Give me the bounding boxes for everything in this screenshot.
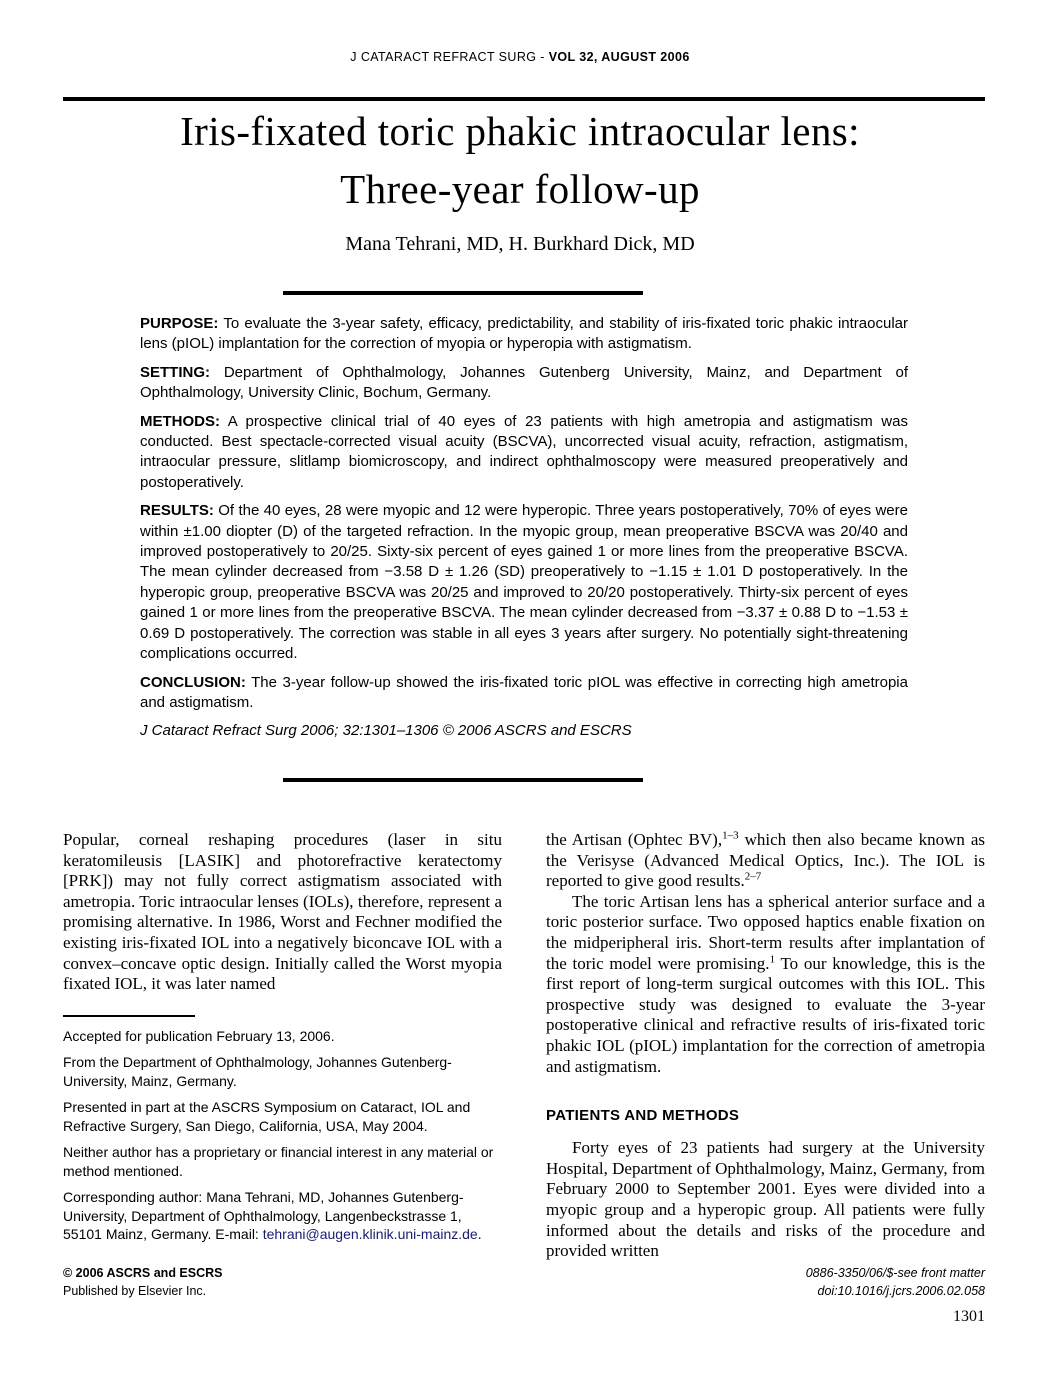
abstract-setting xyxy=(140,363,908,404)
footer xyxy=(63,1264,985,1300)
footnote-accepted: Accepted for publication February 13, 2006. xyxy=(63,1027,335,1044)
footnote-rule xyxy=(63,1015,195,1017)
abstract-results xyxy=(140,501,908,664)
conclusion-text: The 3-year follow-up showed the iris-fixated toric pIOL was effective in correcting high ametropia and astigmatism. xyxy=(140,673,908,711)
setting-label: SETTING: xyxy=(140,363,210,381)
email-link[interactable]: tehrani@augen.klinik.uni-mainz.de xyxy=(262,1226,478,1243)
patients-methods-heading: PATIENTS AND METHODS xyxy=(546,1107,740,1125)
purpose-label: PURPOSE: xyxy=(140,315,219,332)
results-label: RESULTS: xyxy=(140,502,214,520)
left-column xyxy=(63,830,502,1262)
abstract-bottom-rule xyxy=(283,778,643,782)
toric-text-2: To our knowledge, this is the first report of long-term surgical outcomes with this IOL. This prospective study was designed to evaluate the 3-year postoperative clinical and refractive results of iris-fixated toric phakic IOL (pIOL) implantation for the correction of ametropia and astigmatism. xyxy=(546,953,986,1076)
abstract-top-rule xyxy=(283,291,643,295)
volume-issue: VOL 32, AUGUST 2006 xyxy=(548,50,690,64)
setting-text: Department of Ophthalmology, Johannes Gutenberg University, Mainz, and Department of Ophthalmology, University Clinic, Bochum, Germany. xyxy=(140,363,908,402)
right-column xyxy=(546,830,985,1262)
footnote-corresponding xyxy=(63,1188,502,1244)
abstract-methods xyxy=(140,412,908,494)
footer-issn: 0886-3350/06/$-see front matter xyxy=(805,1266,985,1280)
artisan-text-1: the Artisan (Ophtec BV), xyxy=(546,830,723,849)
artisan-paragraph xyxy=(546,830,985,892)
footer-copyright: © 2006 ASCRS and ESCRS xyxy=(63,1266,223,1280)
methods-text: A prospective clinical trial of 40 eyes of 23 patients with high ametropia and astigmatism was conducted. Best spectacle-corrected visual acuity (BSCVA), uncorrected visual acuity, refraction, astigmatism, intraocular pressure, slitlamp biomicroscopy, and indirect ophthalmoscopy were measured preoperatively and postoperatively. xyxy=(140,412,908,491)
reference-superscript: 2–7 xyxy=(744,870,762,883)
footer-left xyxy=(63,1264,223,1300)
footer-publisher: Published by Elsevier Inc. xyxy=(63,1284,207,1298)
footer-doi: doi:10.1016/j.jcrs.2006.02.058 xyxy=(817,1284,985,1298)
toric-text-1: The toric Artisan lens has a spherical anterior surface and a toric posterior surface. Two opposed haptics enable fixation on the midperipheral iris. Short-term results after implantation of the toric model were promising. xyxy=(546,891,985,973)
abstract xyxy=(140,314,908,750)
artisan-text-2: which then also became known as the Verisyse (Advanced Medical Optics, Inc.). The IOL is reported to give good results. xyxy=(546,830,985,891)
abstract-conclusion xyxy=(140,673,908,714)
patients-methods-paragraph: Forty eyes of 23 patients had surgery at the University Hospital, Department of Ophthalmology, Mainz, Germany, from February 2000 to September 2001. Eyes were divided into a myopic group and a hyperopic group. All patients were fully informed about the details and risks of the procedure and provided written xyxy=(546,1138,985,1261)
footnote-disclosure: Neither author has a proprietary or financial interest in any material or method mentioned. xyxy=(63,1144,494,1179)
reference-superscript: 1 xyxy=(769,952,776,965)
corresponding-author-text: Corresponding author: Mana Tehrani, MD, Johannes Gutenberg-University, Department of Ophthalmology, Langenbeckstrasse 1, 55101 Mainz, Germany. E-mail: xyxy=(63,1189,464,1243)
footnote-block xyxy=(63,1015,502,1244)
article-title-line2: Three-year follow-up xyxy=(340,166,700,212)
reference-superscript: 1–3 xyxy=(722,829,739,842)
running-head xyxy=(0,50,1040,64)
header-rule xyxy=(63,97,985,101)
footnote-affiliation: From the Department of Ophthalmology, Johannes Gutenberg-University, Mainz, Germany. xyxy=(63,1054,452,1089)
footer-right xyxy=(806,1264,985,1300)
body-columns xyxy=(63,830,985,1262)
article-title-line1: Iris-fixated toric phakic intraocular lens: xyxy=(180,108,860,154)
conclusion-label: CONCLUSION: xyxy=(140,673,246,691)
purpose-text: To evaluate the 3-year safety, efficacy, predictability, and stability of iris-fixated toric phakic intraocular lens (pIOL) implantation for the correction of myopia or hyperopia with astigmatism. xyxy=(140,315,908,353)
abstract-purpose xyxy=(140,314,908,355)
footnote-presented: Presented in part at the ASCRS Symposium on Cataract, IOL and Refractive Surgery, San Diego, California, USA, May 2004. xyxy=(63,1099,471,1134)
methods-label: METHODS: xyxy=(140,412,220,430)
article-title xyxy=(0,102,1040,218)
page-number: 1301 xyxy=(953,1308,985,1325)
results-text: Of the 40 eyes, 28 were myopic and 12 were hyperopic. Three years postoperatively, 70% of eyes were within ±1.00 diopter (D) of the targeted refraction. In the myopic group, mean preoperative BSCVA was 20/40 and improved postoperatively to 20/25. Sixty-six percent of eyes gained 1 or more lines from the preoperative BSCVA. The mean cylinder decreased from −3.58 D ± 1.26 (SD) preoperatively to −1.15 ± 1.01 D postoperatively. In the hyperopic group, preoperative BSCVA was 20/25 and improved to 20/20 postoperatively. Thirty-six percent of eyes gained 1 or more lines from the preoperative BSCVA. The mean cylinder decreased from −3.37 ± 0.88 D to −1.53 ± 0.69 D postoperatively. The correction was stable in all eyes 3 years after surgery. No potentially sight-threatening complications occurred. xyxy=(140,502,908,663)
journal-name: J CATARACT REFRACT SURG - xyxy=(350,50,549,64)
corresponding-author-suffix: . xyxy=(477,1226,482,1243)
intro-paragraph: Popular, corneal reshaping procedures (laser in situ keratomileusis [LASIK] and photorefractive keratectomy [PRK]) may not fully correct astigmatism associated with ametropia. Toric intraocular lenses (IOLs), therefore, represent a promising alternative. In 1986, Worst and Fechner modified the existing iris-fixated IOL into a negatively biconcave IOL with a convex–concave optic design. Initially called the Worst myopia fixated IOL, it was later named xyxy=(63,830,502,994)
authors-line: Mana Tehrani, MD, H. Burkhard Dick, MD xyxy=(345,233,695,255)
citation-line: J Cataract Refract Surg 2006; 32:1301–1306 © 2006 ASCRS and ESCRS xyxy=(140,722,632,740)
toric-lens-paragraph xyxy=(546,892,985,1077)
